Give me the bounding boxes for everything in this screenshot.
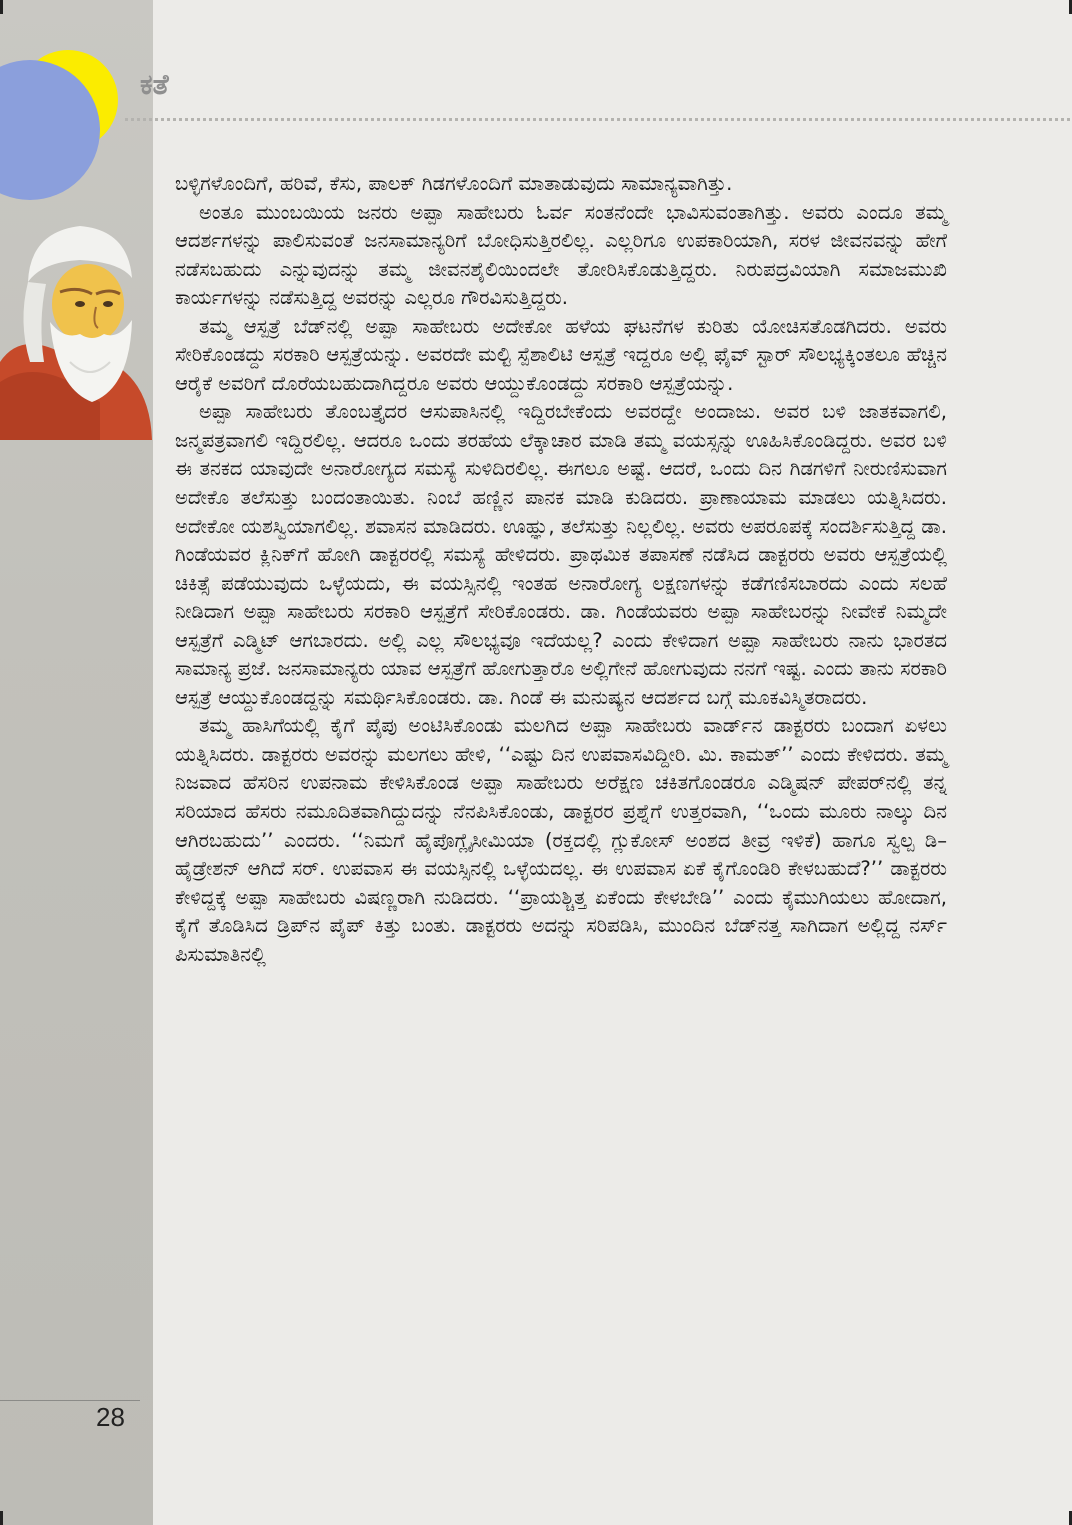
crop-mark (0, 0, 3, 14)
crop-mark (0, 1511, 3, 1525)
portrait-illustration (0, 212, 152, 440)
face-shape (52, 264, 124, 344)
section-title: ಕತೆ (140, 68, 169, 101)
paragraph: ಅಂತೂ ಮುಂಬಯಿಯ ಜನರು ಅಪ್ಪಾ ಸಾಹೇಬರು ಓರ್ವ ಸಂತನೆಂದೇ ಭಾವಿಸುವಂತಾಗಿತ್ತು. ಅವರು ಎಂದೂ ತಮ್ಮ ಆದರ್ಶಗಳನ್ನು ಪಾಲಿಸುವಂತೆ ಜನಸಾಮಾನ್ಯರಿಗೆ ಬೋಧಿಸುತ್ತಿರಲಿಲ್ಲ. ಎಲ್ಲರಿಗೂ ಉಪಕಾರಿಯಾಗಿ, ಸರಳ ಜೀವನವನ್ನು ಹೇಗೆ ನಡೆಸಬಹುದು ಎನ್ನುವುದನ್ನು ತಮ್ಮ ಜೀವನಶೈಲಿಯಿಂದಲೇ ತೋರಿಸಿಕೊಡುತ್ತಿದ್ದರು. ನಿರುಪದ್ರವಿಯಾಗಿ ಸಮಾಜಮುಖಿ ಕಾರ್ಯಗಳನ್ನು ನಡೆಸುತ್ತಿದ್ದ ಅವರನ್ನು ಎಲ್ಲರೂ ಗೌರವಿಸುತ್ತಿದ್ದರು. (175, 200, 947, 310)
story-body-text (175, 170, 947, 969)
paragraph: ತಮ್ಮ ಆಸ್ಪತ್ರೆ ಬೆಡ್‌ನಲ್ಲಿ ಅಪ್ಪಾ ಸಾಹೇಬರು ಅದೇಕೋ ಹಳೆಯ ಘಟನೆಗಳ ಕುರಿತು ಯೋಚಿಸತೊಡಗಿದರು. ಅವರು ಸೇರಿಕೊಂಡದ್ದು ಸರಕಾರಿ ಆಸ್ಪತ್ರೆಯನ್ನು. ಅವರದೇ ಮಲ್ಟಿ ಸ್ಪೆಶಾಲಿಟಿ ಆಸ್ಪತ್ರೆ ಇದ್ದರೂ ಅಲ್ಲಿ ಫೈವ್ ಸ್ಟಾರ್ ಸೌಲಭ್ಯಕ್ಕಿಂತಲೂ ಹೆಚ್ಚಿನ ಆರೈಕೆ ಅವರಿಗೆ ದೊರೆಯಬಹುದಾಗಿದ್ದರೂ ಅವರು ಆಯ್ದುಕೊಂಡದ್ದು ಸರಕಾರಿ ಆಸ್ಪತ್ರೆಯನ್ನು. (175, 314, 947, 395)
page-number: 28 (96, 1402, 125, 1432)
header-dotted-divider (125, 118, 1070, 121)
paragraph: ಬಳ್ಳಿಗಳೊಂದಿಗೆ, ಹರಿವೆ, ಕೆಸು, ಪಾಲಕ್ ಗಿಡಗಳೊಂದಿಗೆ ಮಾತಾಡುವುದು ಸಾಮಾನ್ಯವಾಗಿತ್ತು. (175, 172, 733, 195)
paragraph: ತಮ್ಮ ಹಾಸಿಗೆಯಲ್ಲಿ ಕೈಗೆ ಪೈಪು ಅಂಟಿಸಿಕೊಂಡು ಮಲಗಿದ ಅಪ್ಪಾ ಸಾಹೇಬರು ವಾರ್ಡ್‌ನ ಡಾಕ್ಟರರು ಬಂದಾಗ ಏಳಲು ಯತ್ನಿಸಿದರು. ಡಾಕ್ಟರರು ಅವರನ್ನು ಮಲಗಲು ಹೇಳಿ, ‘‘ಎಷ್ಟು ದಿನ ಉಪವಾಸವಿದ್ದೀರಿ. ಮಿ. ಕಾಮತ್’’ ಎಂದು ಕೇಳಿದರು. ತಮ್ಮ ನಿಜವಾದ ಹೆಸರಿನ ಉಪನಾಮ ಕೇಳಿಸಿಕೊಂಡ ಅಪ್ಪಾ ಸಾಹೇಬರು ಅರೆಕ್ಷಣ ಚಕಿತಗೊಂಡರೂ ಎಡ್ಮಿಷನ್ ಪೇಪರ್‌ನಲ್ಲಿ ತನ್ನ ಸರಿಯಾದ ಹೆಸರು ನಮೂದಿತವಾಗಿದ್ದುದನ್ನು ನೆನಪಿಸಿಕೊಂಡು, ಡಾಕ್ಟರರ ಪ್ರಶ್ನೆಗೆ ಉತ್ತರವಾಗಿ, ‘‘ಒಂದು ಮೂರು ನಾಲ್ಕು ದಿನ ಆಗಿರಬಹುದು’’ ಎಂದರು. ‘‘ನಿಮಗೆ ಹೈಪೊಗ್ಲೈಸೀಮಿಯಾ (ರಕ್ತದಲ್ಲಿ ಗ್ಲುಕೋಸ್ ಅಂಶದ ತೀವ್ರ ಇಳಿಕೆ) ಹಾಗೂ ಸ್ವಲ್ಪ ಡಿ–ಹೈಡ್ರೇಶನ್ ಆಗಿದೆ ಸರ್. ಉಪವಾಸ ಈ ವಯಸ್ಸಿನಲ್ಲಿ ಒಳ್ಳೆಯದಲ್ಲ. ಈ ಉಪವಾಸ ಏಕೆ ಕೈಗೊಂಡಿರಿ ಕೇಳಬಹುದೆ?’’ ಡಾಕ್ಟರರು ಕೇಳಿದ್ದಕ್ಕೆ ಅಪ್ಪಾ ಸಾಹೇಬರು ವಿಷಣ್ಣರಾಗಿ ನುಡಿದರು. ‘‘ಪ್ರಾಯಶ್ಚಿತ್ತ ಏಕೆಂದು ಕೇಳಬೇಡಿ’’ ಎಂದು ಕೈಮುಗಿಯಲು ಹೋದಾಗ, ಕೈಗೆ ತೊಡಿಸಿದ ಡ್ರಿಪ್‌ನ ಪೈಪ್ ಕಿತ್ತು ಬಂತು. ಡಾಕ್ಟರರು ಅದನ್ನು ಸರಿಪಡಿಸಿ, ಮುಂದಿನ ಬೆಡ್‌ನತ್ತ ಸಾಗಿದಾಗ ಅಲ್ಲಿದ್ದ ನರ್ಸ್ ಪಿಸುಮಾತಿನಲ್ಲಿ (175, 714, 947, 966)
footer-divider (0, 1400, 140, 1401)
paragraph: ಅಪ್ಪಾ ಸಾಹೇಬರು ತೊಂಬತ್ತೈದರ ಆಸುಪಾಸಿನಲ್ಲಿ ಇದ್ದಿರಬೇಕೆಂದು ಅವರದ್ದೇ ಅಂದಾಜು. ಅವರ ಬಳಿ ಜಾತಕವಾಗಲಿ, ಜನ್ಮಪತ್ರವಾಗಲಿ ಇದ್ದಿರಲಿಲ್ಲ. ಆದರೂ ಒಂದು ತರಹೆಯ ಲೆಕ್ಕಾಚಾರ ಮಾಡಿ ತಮ್ಮ ವಯಸ್ಸನ್ನು ಊಹಿಸಿಕೊಂಡಿದ್ದರು. ಅವರ ಬಳಿ ಈ ತನಕದ ಯಾವುದೇ ಅನಾರೋಗ್ಯದ ಸಮಸ್ಯೆ ಸುಳಿದಿರಲಿಲ್ಲ. ಈಗಲೂ ಅಷ್ಟೆ. ಆದರೆ, ಒಂದು ದಿನ ಗಿಡಗಳಿಗೆ ನೀರುಣಿಸುವಾಗ ಅದೇಕೊ ತಲೆಸುತ್ತು ಬಂದಂತಾಯಿತು. ನಿಂಬೆ ಹಣ್ಣಿನ ಪಾನಕ ಮಾಡಿ ಕುಡಿದರು. ಪ್ರಾಣಾಯಾಮ ಮಾಡಲು ಯತ್ನಿಸಿದರು. ಅದೇಕೋ ಯಶಸ್ವಿಯಾಗಲಿಲ್ಲ. ಶವಾಸನ ಮಾಡಿದರು. ಊಹ್ಞು, ತಲೆಸುತ್ತು ನಿಲ್ಲಲಿಲ್ಲ. ಅವರು ಅಪರೂಪಕ್ಕೆ ಸಂದರ್ಶಿಸುತ್ತಿದ್ದ ಡಾ. ಗಿಂಡೆಯವರ ಕ್ಲಿನಿಕ್‌ಗೆ ಹೋಗಿ ಡಾಕ್ಟರರಲ್ಲಿ ಸಮಸ್ಯೆ ಹೇಳಿದರು. ಪ್ರಾಥಮಿಕ ತಪಾಸಣೆ ನಡೆಸಿದ ಡಾಕ್ಟರರು ಅವರು ಆಸ್ಪತ್ರೆಯಲ್ಲಿ ಚಿಕಿತ್ಸೆ ಪಡೆಯುವುದು ಒಳ್ಳೆಯದು, ಈ ವಯಸ್ಸಿನಲ್ಲಿ ಇಂತಹ ಅನಾರೋಗ್ಯ ಲಕ್ಷಣಗಳನ್ನು ಕಡೆಗಣಿಸಬಾರದು ಎಂದು ಸಲಹೆ ನೀಡಿದಾಗ ಅಪ್ಪಾ ಸಾಹೇಬರು ಸರಕಾರಿ ಆಸ್ಪತ್ರೆಗೆ ಸೇರಿಕೊಂಡರು. ಡಾ. ಗಿಂಡೆಯವರು ಅಪ್ಪಾ ಸಾಹೇಬರನ್ನು ನೀವೇಕೆ ನಿಮ್ಮದೇ ಆಸ್ಪತ್ರೆಗೆ ಎಡ್ಮಿಟ್ ಆಗಬಾರದು. ಅಲ್ಲಿ ಎಲ್ಲ ಸೌಲಭ್ಯವೂ ಇದೆಯಲ್ಲ? ಎಂದು ಕೇಳಿದಾಗ ಅಪ್ಪಾ ಸಾಹೇಬರು ನಾನು ಭಾರತದ ಸಾಮಾನ್ಯ ಪ್ರಜೆ. ಜನಸಾಮಾನ್ಯರು ಯಾವ ಆಸ್ಪತ್ರೆಗೆ ಹೋಗುತ್ತಾರೊ ಅಲ್ಲಿಗೇನೆ ಹೋಗುವುದು ನನಗೆ ಇಷ್ಟ. ಎಂದು ತಾನು ಸರಕಾರಿ ಆಸ್ಪತ್ರೆ ಆಯ್ದುಕೊಂಡದ್ದನ್ನು ಸಮರ್ಥಿಸಿಕೊಂಡರು. ಡಾ. ಗಿಂಡೆ ಈ ಮನುಷ್ಯನ ಆದರ್ಶದ ಬಗ್ಗೆ ಮೂಕವಿಸ್ಮಿತರಾದರು. (175, 400, 947, 709)
